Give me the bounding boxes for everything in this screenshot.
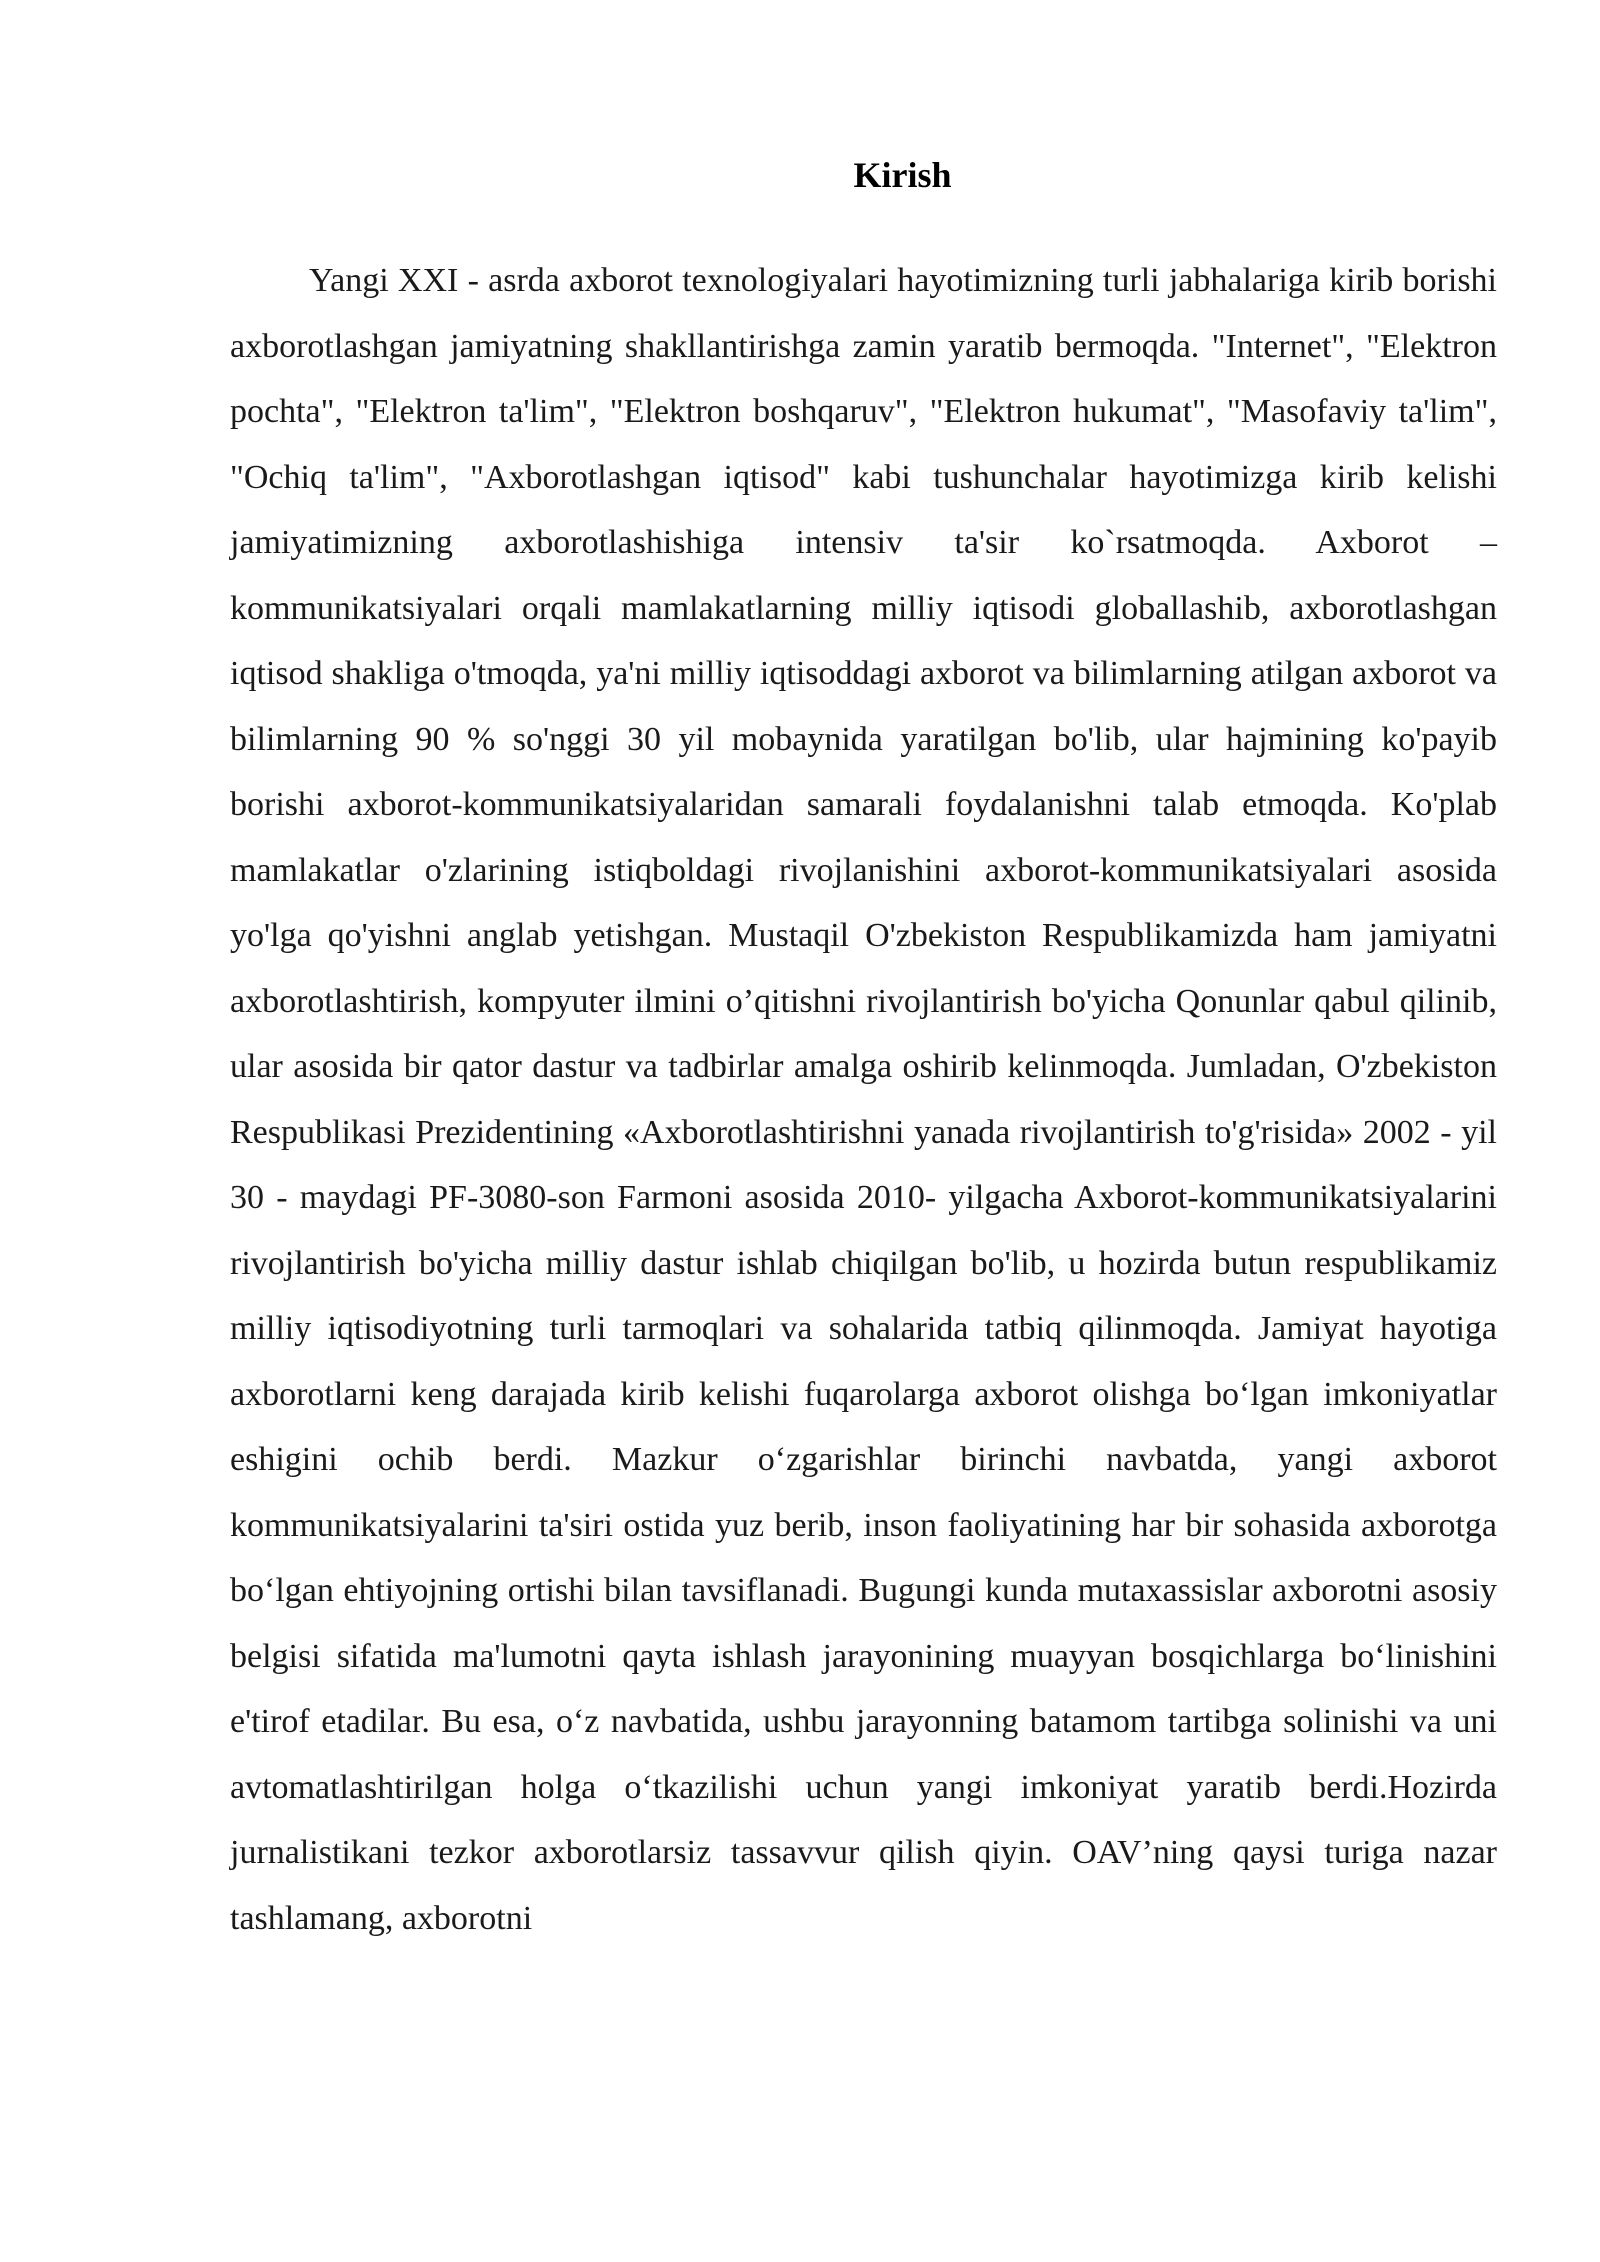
- page-title: Kirish: [853, 155, 952, 195]
- body-paragraph: Yangi XXI - asrda axborot texnologiyalari hayotimizning turli jabhalariga kirib borishi axborotlashgan jamiyatning shakllantirishga zamin yaratib bermoqda. "Internet", "Elektron pochta", "Elektron ta'lim", "Elektron boshqaruv", "Elektron hukumat", "Masofaviy ta'lim", "Ochiq ta'lim", "Axborotlashgan iqtisod" kabi tushunchalar hayotimizga kirib kelishi jamiyatimizning axborotlashishiga intensiv ta'sir ko`rsatmoqda. Axborot – kommunikatsiyalari orqali mamlakatlarning milliy iqtisodi globallashib, axborotlashgan iqtisod shakliga o'tmoqda, ya'ni milliy iqtisoddagi axborot va bilimlarning atilgan axborot va bilimlarning 90 % so'nggi 30 yil mobaynida yaratilgan bo'lib, ular hajmining ko'payib borishi axborot-kommunikatsiyalaridan samarali foydalanishni talab etmoqda. Ko'plab mamlakatlar o'zlarining istiqboldagi rivojlanishini axborot-kommunikatsiyalari asosida yo'lga qo'yishni anglab yetishgan. Mustaqil O'zbekiston Respublikamizda ham jamiyatni axborotlashtirish, kompyuter ilmini o’qitishni rivojlantirish bo'yicha Qonunlar qabul qilinib, ular asosida bir qator dastur va tadbirlar amalga oshirib kelinmoqda. Jumladan, O'zbekiston Respublikasi Prezidentining «Axborotlashtirishni yanada rivojlantirish to'g'risida» 2002 - yil 30 - maydagi PF-3080-son Farmoni asosida 2010- yilgacha Axborot-kommunikatsiyalarini rivojlantirish bo'yicha milliy dastur ishlab chiqilgan bo'lib, u hozirda butun respublikamiz milliy iqtisodiyotning turli tarmoqlari va sohalarida tatbiq qilinmoqda. Jamiyat hayotiga axborotlarni keng darajada kirib kelishi fuqarolarga axborot olishga boʻlgan imkoniyatlar eshigini ochib berdi. Mazkur oʻzgarishlar birinchi navbatda, yangi axborot kommunikatsiyalarini ta'siri ostida yuz berib, inson faoliyatining har bir sohasida axborotga boʻlgan ehtiyojning ortishi bilan tavsiflanadi. Bugungi kunda mutaxassislar axborotni asosiy belgisi sifatida ma'lumotni qayta ishlash jarayonining muayyan bosqichlarga boʻlinishini e'tirof etadilar. Bu esa, oʻz navbatida, ushbu jarayonning batamom tartibga solinishi va uni avtomatlashtirilgan holga oʻtkazilishi uchun yangi imkoniyat yaratib berdi.Hozirda jurnalistikani tezkor axborotlarsiz tassavvur qilish qiyin. OAV’ning qaysi turiga nazar tashlamang, axborotni: [230, 262, 1497, 1937]
